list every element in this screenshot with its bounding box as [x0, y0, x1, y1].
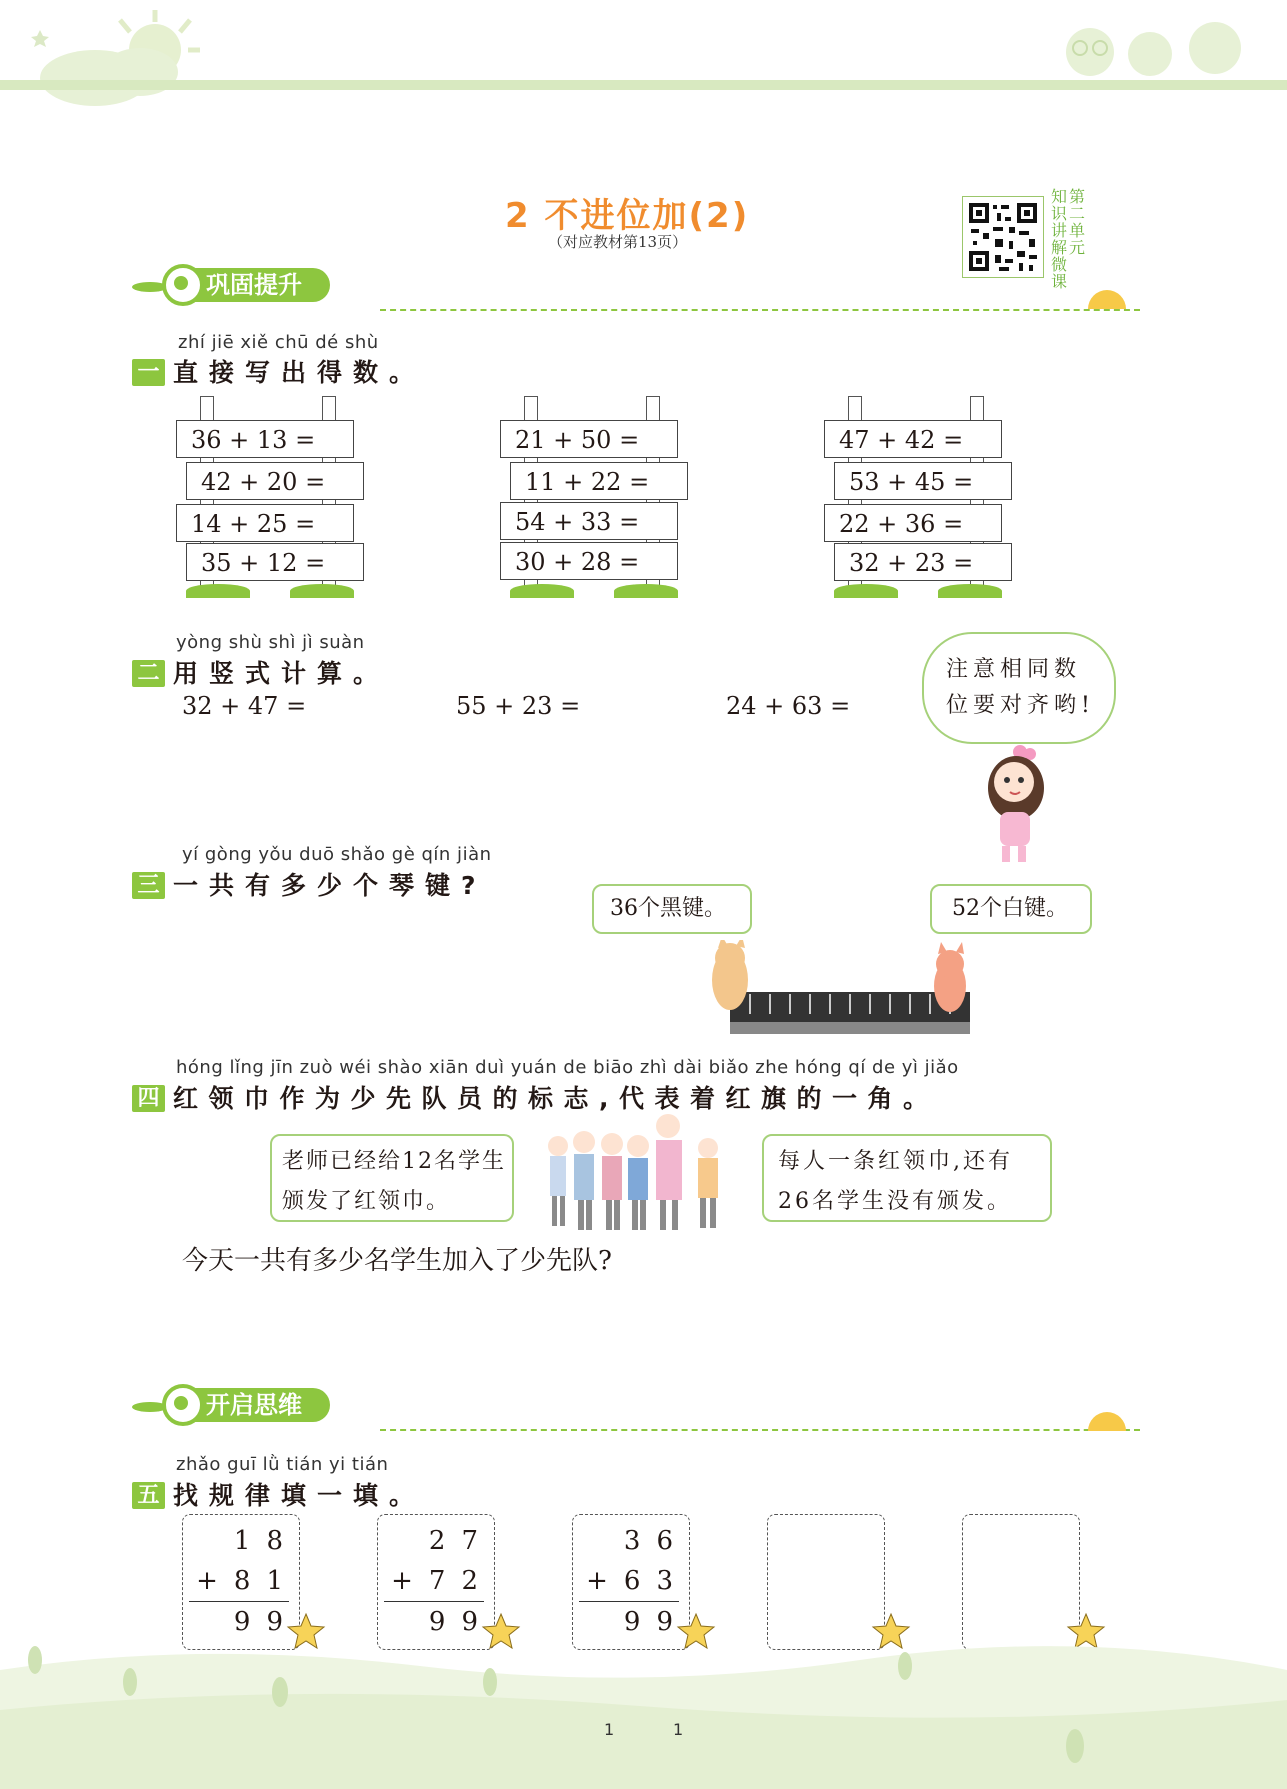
page-number-right: 1: [673, 1720, 684, 1739]
sun-icon: [1088, 290, 1126, 309]
sum-item: 22 + 36 =: [824, 504, 1002, 542]
expression: 24 + 63 =: [726, 692, 851, 720]
grass-icon: [510, 584, 574, 598]
question-number: 三: [132, 872, 165, 899]
header-rule: [0, 80, 1287, 90]
lesson-subtitle: （对应教材第13页）: [548, 233, 688, 251]
q3-heading: [132, 866, 487, 902]
q2-heading: [132, 654, 389, 690]
sum-item: 11 + 22 =: [510, 462, 688, 500]
signpost-1: [176, 396, 386, 606]
grass-icon: [186, 584, 250, 598]
lesson-title-text: 不进位加(2): [544, 196, 750, 236]
sum-item: 54 + 33 =: [500, 502, 678, 540]
qr-code[interactable]: [962, 196, 1044, 278]
addend-top: 18: [233, 1526, 299, 1556]
grass-icon: [290, 584, 354, 598]
section-title: 开启思维: [190, 1388, 330, 1422]
tip-line: 位要对齐哟!: [946, 693, 1095, 718]
bubble-line: 26名学生没有颁发。: [778, 1189, 1012, 1214]
sum-result: 99: [233, 1607, 299, 1637]
sun-icon: [1088, 1412, 1126, 1431]
question-number: 四: [132, 1085, 165, 1112]
q4-question: 今天一共有多少名学生加入了少先队?: [182, 1246, 612, 1276]
addend-top: 36: [623, 1526, 689, 1556]
section-banner-consolidate: [132, 262, 432, 308]
q4-text: 红领巾作为少先队员的标志,代表着红旗的一角。: [173, 1084, 939, 1113]
unit-label: [1050, 188, 1090, 290]
addend-bottom: +72: [391, 1566, 494, 1596]
footer-landscape: [0, 1630, 1287, 1789]
signpost-2: [500, 396, 710, 606]
section-banner-open-mind: [132, 1382, 432, 1428]
bubble-line: 每人一条红领巾,还有: [778, 1149, 1013, 1174]
q2-text: 用竖式计算。: [173, 659, 390, 688]
q5-pinyin: zhǎo guī lǜ tián yi tián: [176, 1454, 389, 1475]
sum-item: 35 + 12 =: [186, 543, 364, 581]
students-teacher-illustration: [540, 1110, 730, 1236]
expression: 55 + 23 =: [456, 692, 581, 720]
tip-cloud: [922, 632, 1116, 744]
piano-cats-illustration: [700, 940, 990, 1040]
lesson-number: 2: [505, 196, 531, 236]
sun-cloud-illustration: [31, 10, 200, 106]
animal-faces-illustration: [1066, 22, 1241, 76]
addend-bottom: +63: [586, 1566, 689, 1596]
speech-bubble-students: [762, 1134, 1052, 1222]
speech-bubble-teacher: [270, 1134, 514, 1222]
section-title: 巩固提升: [190, 268, 330, 302]
addend-bottom: +81: [196, 1566, 299, 1596]
section-divider: [380, 309, 1140, 311]
bubble-line: 老师已经给12名学生: [282, 1149, 506, 1174]
q4-pinyin: hóng lǐng jīn zuò wéi shào xiān duì yuán de biāo zhì dài biǎo zhe hóng qí de yì jiǎo: [176, 1057, 959, 1078]
question-number: 五: [132, 1482, 165, 1509]
q2-pinyin: yòng shù shì jì suàn: [176, 632, 365, 653]
section-divider: [380, 1429, 1140, 1431]
question-number: 二: [132, 660, 165, 687]
sum-result: 99: [428, 1607, 494, 1637]
page-number-left: 1: [604, 1720, 615, 1739]
grass-icon: [938, 584, 1002, 598]
grass-icon: [834, 584, 898, 598]
sum-item: 53 + 45 =: [834, 462, 1012, 500]
sum-item: 47 + 42 =: [824, 420, 1002, 458]
q1-text: 直接写出得数。: [173, 358, 426, 387]
unit-label-right: 第二单元: [1068, 187, 1085, 257]
q1-heading: [132, 353, 425, 389]
q5-text: 找规律填一填。: [173, 1481, 426, 1510]
q3-text: 一共有多少个琴键?: [173, 871, 487, 900]
signpost-3: [824, 396, 1034, 606]
bubble-line: 颁发了红领巾。: [282, 1189, 451, 1214]
sum-item: 36 + 13 =: [176, 420, 354, 458]
sum-result: 99: [623, 1607, 689, 1637]
sum-item: 14 + 25 =: [176, 504, 354, 542]
header-decoration: [0, 0, 1287, 120]
grass-icon: [614, 584, 678, 598]
girl-illustration: [970, 740, 1050, 870]
sum-item: 21 + 50 =: [500, 420, 678, 458]
addend-top: 27: [428, 1526, 494, 1556]
q3-pinyin: yí gòng yǒu duō shǎo gè qín jiàn: [182, 844, 492, 865]
unit-label-left: 知识讲解微课: [1050, 187, 1067, 291]
lesson-title: [505, 188, 749, 237]
tip-line: 注意相同数: [946, 657, 1082, 682]
q1-pinyin: zhí jiē xiě chū dé shù: [178, 332, 379, 353]
speech-bubble-white-keys: 52个白键。: [930, 884, 1092, 934]
q5-heading: [132, 1476, 425, 1512]
question-number: 一: [132, 359, 165, 386]
sum-item: 42 + 20 =: [186, 462, 364, 500]
sum-item: 32 + 23 =: [834, 543, 1012, 581]
speech-bubble-black-keys: 36个黑键。: [592, 884, 752, 934]
sum-item: 30 + 28 =: [500, 542, 678, 580]
q4-heading: [132, 1079, 939, 1115]
expression: 32 + 47 =: [182, 692, 307, 720]
